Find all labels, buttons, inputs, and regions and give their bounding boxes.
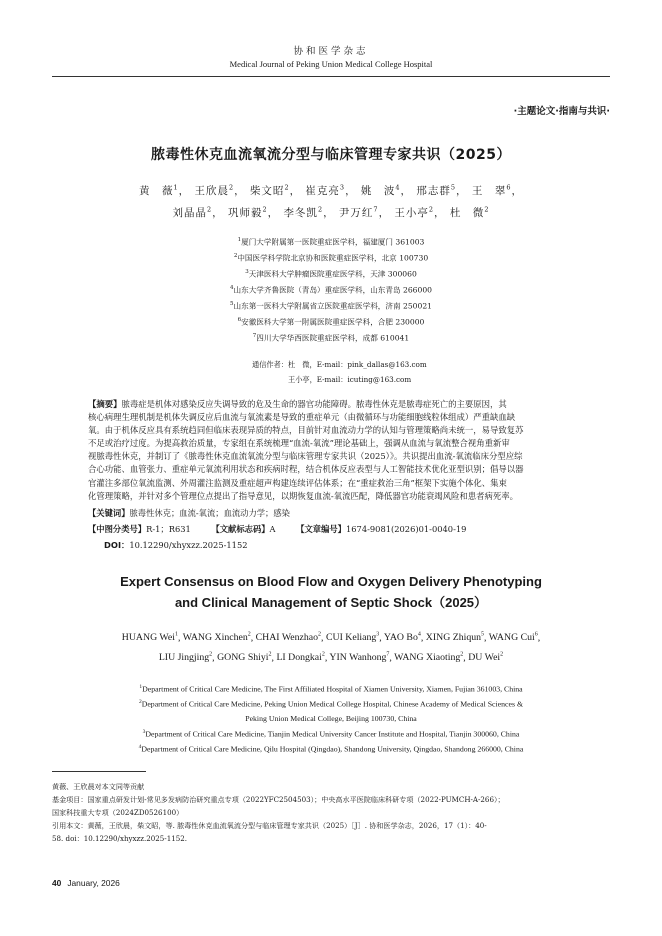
page-number: 40 [52,878,62,888]
affiliation-en: $^2$Department of Critical Care Medicine, Peking Union Medical College Hospital, Chinese Academy of Medical Sciences & [138,699,524,709]
correspondence-line1: 通信作者：杜 微，E-mail：pink_dallas@163.com [252,360,427,369]
header-divider [52,76,610,77]
affiliation-cn: $^2$中国医学科学院北京协和医院重症医学科，北京 100730 [233,253,429,263]
author-list-en-line2: LIU Jingjing$^2$, GONG Shiyi$^2$, LI Dongkai$^2$, YIN Wanhong$^7$, WANG Xiaoting$^2$, DU Wei$^2$ [158,652,504,664]
author-en: YAO Bo$^4$ [383,632,421,644]
author-cn: 王小亭$^2$ [394,205,435,219]
article-title-en-line1: Expert Consensus on Blood Flow and Oxygen Delivery Phenotyping [120,574,542,589]
author-cn: 黄 薇$^1$ [138,183,179,197]
journal-name-cn: 协和医学杂志 [293,46,369,57]
author-cn: 杜 微$^2$ [449,205,490,219]
footnote-citation: 引用本文：黄薇，王欣晨，柴文昭，等. 脓毒性休克血流氧流分型与临床管理专家共识（2025）［J］. 协和医学杂志，2026，17（1）：40- [52,821,487,830]
author-cn: 柴文昭$^2$ [249,183,290,197]
page-footer [52,878,120,888]
affiliation-cn: $^7$四川大学华西医院重症医学科，成都 610041 [252,333,410,343]
author-en: CHAI Wenzhao$^2$ [255,632,322,644]
keywords: 【关键词】脓毒性休克；血流-氧流；血流动力学；感染 [88,508,290,518]
author-en: WANG Cui$^6$ [488,632,538,644]
column-tag: ·主题论文·指南与共识· [513,106,610,117]
author-cn: 李冬凯$^2$ [283,205,324,219]
footnote-equal-contribution: 黄薇、王欣晨对本文同等贡献 [52,782,145,791]
footnote-funding-cont: 国家科技重大专项（2024ZD0526100） [52,808,184,817]
author-list-cn-line1: 黄 薇$^1$， 王欣晨$^2$， 柴文昭$^2$， 崔克亮$^3$， 姚 波$^4$， 邢志群$^5$， 王 翠$^6$， [138,183,524,197]
affiliation-cn: $^4$山东大学齐鲁医院（青岛）重症医学科，山东青岛 266000 [230,285,432,295]
journal-name-en: Medical Journal of Peking Union Medical College Hospital [229,59,433,69]
author-cn: 尹万红$^7$ [338,205,379,219]
author-en: HUANG Wei$^1$ [121,632,178,644]
article-title-en-line2: and Clinical Management of Septic Shock（2025） [174,595,488,610]
affiliation-cn: $^5$山东第一医科大学附属省立医院重症医学科，济南 250021 [230,301,432,311]
abstract: 【摘要】脓毒症是机体对感染反应失调导致的危及生命的器官功能障碍。脓毒性休克是脓毒症死亡的主要原因，其 核心病理生理机制是机体失调反应后血流与氧流素是导致的重症单元（由微循环与功能细胞线粒体组成）严重缺血缺 氧。由于机体反应具有系统趋同但临床表现异质的特点，目前针对血流动力学的认知与管理策略尚未统一，易导致复苏 不足或治疗过度。为提高救治质量，专家组在系统梳理“血流-氧流”理论基础上，强调从血流与氧流整合视角重新审 视脓毒性休克，并制订了《脓毒性休克血流氧流分型与临床管理专家共识（2025）》。共识提出血流-氧流临床分型应综 合心功能、血管张力、重症单元氧流利用状态和疾病时程，结合机体反应表型与人工智能技术优化亚型识别；倡导以器 官灌注多部位氧流监测、外周灌注监测及重症超声构建连续评估体系；在“重症救治三角”框架下实施个体化、集束 化管理策略，并针对多个管理位点提出了指导意见，以期恢复血流-氧流匹配，降低器官功能衰竭风险和患者病死率。 [88,399,524,501]
affiliation-en: $^1$Department of Critical Care Medicine, The First Affiliated Hospital of Xiamen University, Xiamen, Fujian 361003, China [139,684,523,694]
footnote-divider [52,771,146,772]
author-en: YIN Wanhong$^7$ [329,652,390,664]
author-cn: 王欣晨$^2$ [194,183,235,197]
affiliation-cn: $^1$厦门大学附属第一医院重症医学科，福建厦门 361003 [237,237,425,247]
affiliation-en: $^3$Department of Critical Care Medicine, Tianjin Medical University Cancer Institute and Hospital, Tianjin 300060, China [142,729,520,739]
abstract-label: 【摘要】 [88,399,122,409]
footnote-funding: 基金项目：国家重点研发计划-常见多发病防治研究重点专项（2022YFC2504503）；中央高水平医院临床科研专项（2022-PUMCH-A-266）； [52,795,505,804]
issue-date: January, 2026 [67,878,120,888]
author-en: WANG Xinchen$^2$ [182,632,251,644]
author-en: GONG Shiyi$^2$ [217,652,272,664]
author-en: LI Dongkai$^2$ [276,652,325,664]
footnotes [52,780,572,845]
affiliation-en: Peking Union Medical College, Beijing 100730, China [245,714,417,723]
author-en: DU Wei$^2$ [468,652,504,664]
classification-line: 【中图分类号】R-1；R631 【文献标志码】A 【文章编号】1674-9081(2026)01-0040-19 [88,524,467,534]
author-list-cn-line2: 刘晶晶$^2$， 巩师毅$^2$， 李冬凯$^2$， 尹万红$^7$， 王小亭$^2$， 杜 微$^2$ [172,205,490,219]
author-en: XING Zhiqun$^5$ [425,632,485,644]
author-cn: 邢志群$^5$ [416,183,457,197]
article-title-cn: 脓毒性休克血流氧流分型与临床管理专家共识（2025） [151,147,511,163]
affiliation-cn: $^3$天津医科大学肿瘤医院重症医学科，天津 300060 [245,269,417,279]
author-cn: 刘晶晶$^2$ [172,205,213,219]
author-en: LIU Jingjing$^2$ [158,652,213,664]
doi: DOI：10.12290/xhyxzz.2025-1152 [104,540,248,550]
author-list-en-line1: HUANG Wei$^1$, WANG Xinchen$^2$, CHAI Wenzhao$^2$, CUI Keliang$^3$, YAO Bo$^4$, XING Zhiqun$^5$, WANG Cui$^6$, [121,632,541,644]
affiliation-cn: $^6$安徽医科大学第一附属医院重症医学科，合肥 230000 [237,317,425,327]
author-en: CUI Keliang$^3$ [325,632,380,644]
author-cn: 崔克亮$^3$ [305,183,346,197]
author-cn: 巩师毅$^2$ [227,205,268,219]
affiliation-en: $^4$Department of Critical Care Medicine, Qilu Hospital (Qingdao), Shandong University, Qingdao, Shandong 266000, China [138,744,524,754]
author-cn: 姚 波$^4$ [360,183,401,197]
footnote-citation-cont: 58. doi：10.12290/xhyxzz.2025-1152. [52,834,188,843]
author-en: WANG Xiaoting$^2$ [394,652,464,664]
author-cn: 王 翠$^6$ [471,183,512,197]
correspondence-line2: 王小亭，E-mail：icuting@163.com [288,375,412,384]
